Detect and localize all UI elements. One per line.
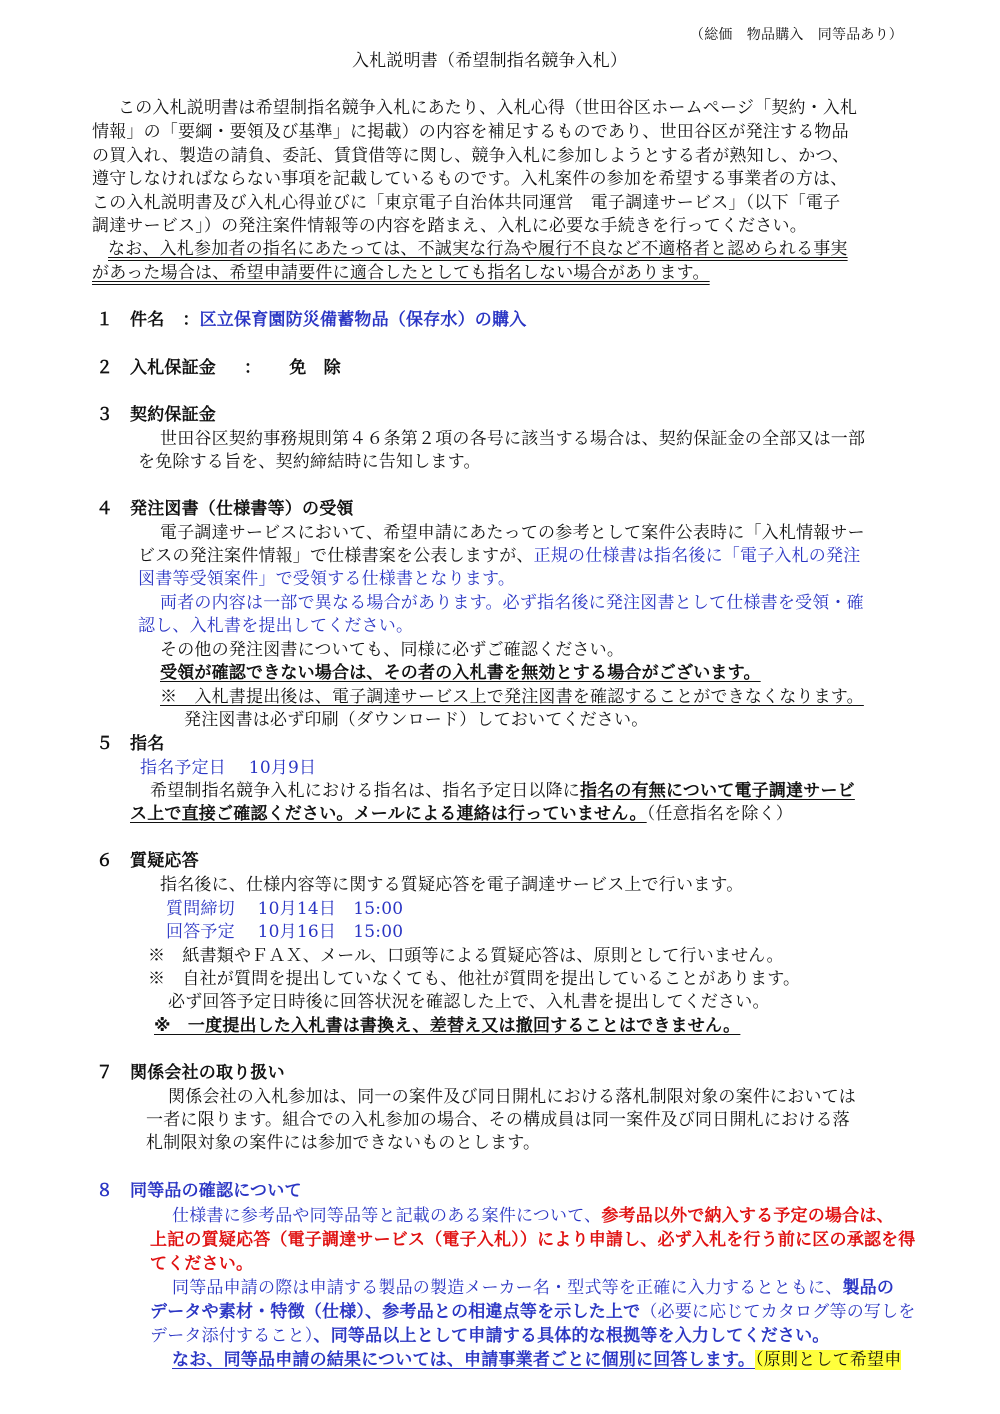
intro-line: 調達サービス」）の発注案件情報等の内容を踏まえ、入札に必要な手続きを行ってください。 — [92, 216, 807, 236]
section-4-text: 両者の内容は一部で異なる場合があります。必ず指名後に発注図書として仕様書を受領・確 — [160, 593, 864, 613]
section-4-text: 図書等受領案件」で受領する仕様書となります。 — [138, 569, 516, 589]
section-number: ８ — [96, 1181, 114, 1201]
text-span-blue: 正規の仕様書は指名後に「電子入札の発注 — [533, 546, 861, 566]
text-span-blue-bold: 、同等品以上として申請する具体的な根拠等を入力してください。 — [313, 1326, 830, 1346]
section-label: 同等品の確認について — [130, 1181, 302, 1201]
section-number: ６ — [96, 851, 114, 871]
section-number: ５ — [96, 734, 114, 754]
intro-note-line: なお、入札参加者の指名にあたっては、不誠実な行為や履行不良など不適格者と認められる事実 — [108, 239, 848, 259]
section-8-heading — [96, 1180, 302, 1202]
section-label: 質疑応答 — [130, 851, 199, 871]
document-title: 入札説明書（希望制指名競争入札） — [352, 51, 628, 71]
section-7-text: 関係会社の入札参加は、同一の案件及び同日開札における落札制限対象の案件においては — [168, 1087, 856, 1107]
text-span-bold: 指名の有無について電子調達サービ — [580, 781, 855, 801]
intro-line: この入札説明書は希望制指名競争入札にあたり、入札心得（世田谷区ホームページ「契約・入札 — [118, 98, 858, 118]
text-span-blue-bold: データや素材・特徴（仕様）、参考品との相違点等を示した上で — [150, 1302, 641, 1322]
section-8-text — [172, 1349, 901, 1371]
section-6-note: 必ず回答予定日時後に回答状況を確認した上で、入札書を提出してください。 — [168, 992, 770, 1012]
subject-value: 区立保育園防災備蓄物品（保存水）の購入 — [199, 310, 527, 330]
section-5-heading — [96, 733, 164, 755]
section-4-text: その他の発注図書についても、同様に必ずご確認ください。 — [160, 640, 625, 660]
bid-bond-value: 免 除 — [289, 358, 341, 378]
intro-line: 遵守しなければならない事項を記載しているものです。入札案件の参加を希望する事業者の方は、 — [92, 169, 848, 189]
section-1-heading — [96, 309, 526, 331]
section-8-text: てください。 — [150, 1254, 254, 1274]
section-6-warning: ※ 一度提出した入札書は書換え、差替え又は撤回することはできません。 — [154, 1016, 741, 1036]
section-4-heading — [96, 498, 354, 520]
section-8-text — [172, 1277, 894, 1299]
text-span: 希望制指名競争入札における指名は、指名予定日以降に — [150, 781, 580, 801]
section-6-note: ※ 紙書類やＦＡＸ、メール、口頭等による質疑応答は、原則として行いません。 — [148, 946, 784, 966]
section-4-text: 認し、入札書を提出してください。 — [138, 616, 414, 636]
text-span-blue-bold: 製品の — [842, 1278, 895, 1298]
separator: ： — [244, 358, 262, 378]
text-span-blue: （必要に応じてカタログ等の写しを — [640, 1302, 916, 1322]
section-2-heading — [96, 357, 341, 379]
text-span-blue: 同等品申請の際は申請する製品の製造メーカー名・型式等を正確に入力するとともに、 — [172, 1278, 843, 1298]
intro-line: の買入れ、製造の請負、委託、賃貸借等に関し、競争入札に参加しようとする者が熟知し、かつ、 — [92, 146, 850, 166]
section-3-heading — [96, 404, 216, 426]
intro-note-line: があった場合は、希望申請要件に適合したとしても指名しない場合があります。 — [92, 263, 710, 283]
answer-schedule: 回答予定 10月16日 15:00 — [166, 922, 404, 942]
question-deadline: 質問締切 10月14日 15:00 — [166, 899, 404, 919]
text-span: （任意指名を除く） — [646, 804, 793, 824]
section-8-text: 上記の質疑応答（電子調達サービス（電子入札））により申請し、必ず入札を行う前に区の承認を得 — [150, 1230, 916, 1250]
section-6-note: ※ 自社が質問を提出していなくても、他社が質問を提出していることがあります。 — [148, 969, 801, 989]
text-span-blue: データ添付すること） — [150, 1326, 314, 1346]
nomination-date: 指名予定日 10月9日 — [140, 758, 317, 778]
section-4-warning: 受領が確認できない場合は、その者の入札書を無効とする場合がございます。 — [160, 663, 761, 683]
section-number: ２ — [96, 358, 114, 378]
section-8-text — [172, 1205, 894, 1227]
section-3-text: 世田谷区契約事務規則第４６条第２項の各号に該当する場合は、契約保証金の全部又は一部 — [160, 429, 866, 449]
section-8-text — [150, 1301, 916, 1323]
section-3-text: を免除する旨を、契約締結時に告知します。 — [138, 452, 481, 472]
section-number: ７ — [96, 1063, 114, 1083]
section-number: １ — [96, 310, 114, 330]
section-8-text — [150, 1325, 830, 1347]
section-7-text: 一者に限ります。組合での入札参加の場合、その構成員は同一案件及び同日開札における落 — [146, 1110, 850, 1130]
text-span-blue-bold: なお、同等品申請の結果については、申請事業者ごとに個別に回答します。 — [172, 1350, 756, 1370]
text-span-bold: ス上で直接ご確認ください。メールによる連絡は行っていません。 — [130, 804, 647, 824]
section-4-note: ※ 入札書提出後は、電子調達サービス上で発注図書を確認することができなくなります。 — [160, 687, 864, 707]
section-label: 入札保証金 — [130, 358, 216, 378]
section-label: 件名 — [130, 310, 165, 330]
section-6-heading — [96, 850, 199, 872]
text-span: ビスの発注案件情報」で仕様書案を公表しますが、 — [138, 546, 534, 566]
document-category: （総価 物品購入 同等品あり） — [690, 27, 903, 43]
section-7-heading — [96, 1062, 285, 1084]
section-label: 契約保証金 — [130, 405, 216, 425]
section-4-text — [138, 545, 860, 567]
section-4-note: 発注図書は必ず印刷（ダウンロード）しておいてください。 — [184, 710, 649, 730]
section-4-text: 電子調達サービスにおいて、希望申請にあたっての参考として案件公表時に「入札情報サー — [160, 523, 865, 543]
text-span-blue: 仕様書に参考品や同等品等と記載のある案件について、 — [172, 1206, 602, 1226]
section-label: 発注図書（仕様書等）の受領 — [130, 499, 354, 519]
section-label: 指名 — [130, 734, 165, 754]
section-6-text: 指名後に、仕様内容等に関する質疑応答を電子調達サービス上で行います。 — [160, 875, 744, 895]
section-label: 関係会社の取り扱い — [130, 1063, 285, 1083]
section-number: ４ — [96, 499, 114, 519]
separator: ： — [182, 310, 200, 330]
intro-line: 情報」の「要綱・要領及び基準」に掲載）の内容を補足するものであり、世田谷区が発注する物品 — [92, 122, 849, 142]
intro-line: この入札説明書及び入札心得並びに「東京電子自治体共同運営 電子調達サービス」（以下「電子 — [92, 193, 841, 213]
section-7-text: 札制限対象の案件には参加できないものとします。 — [146, 1133, 541, 1153]
section-number: ３ — [96, 405, 114, 425]
highlighted-text: （原則として希望申 — [755, 1350, 902, 1370]
section-5-text — [130, 803, 793, 825]
section-5-text — [150, 780, 855, 802]
text-span-red: 参考品以外で納入する予定の場合は、 — [601, 1206, 894, 1226]
